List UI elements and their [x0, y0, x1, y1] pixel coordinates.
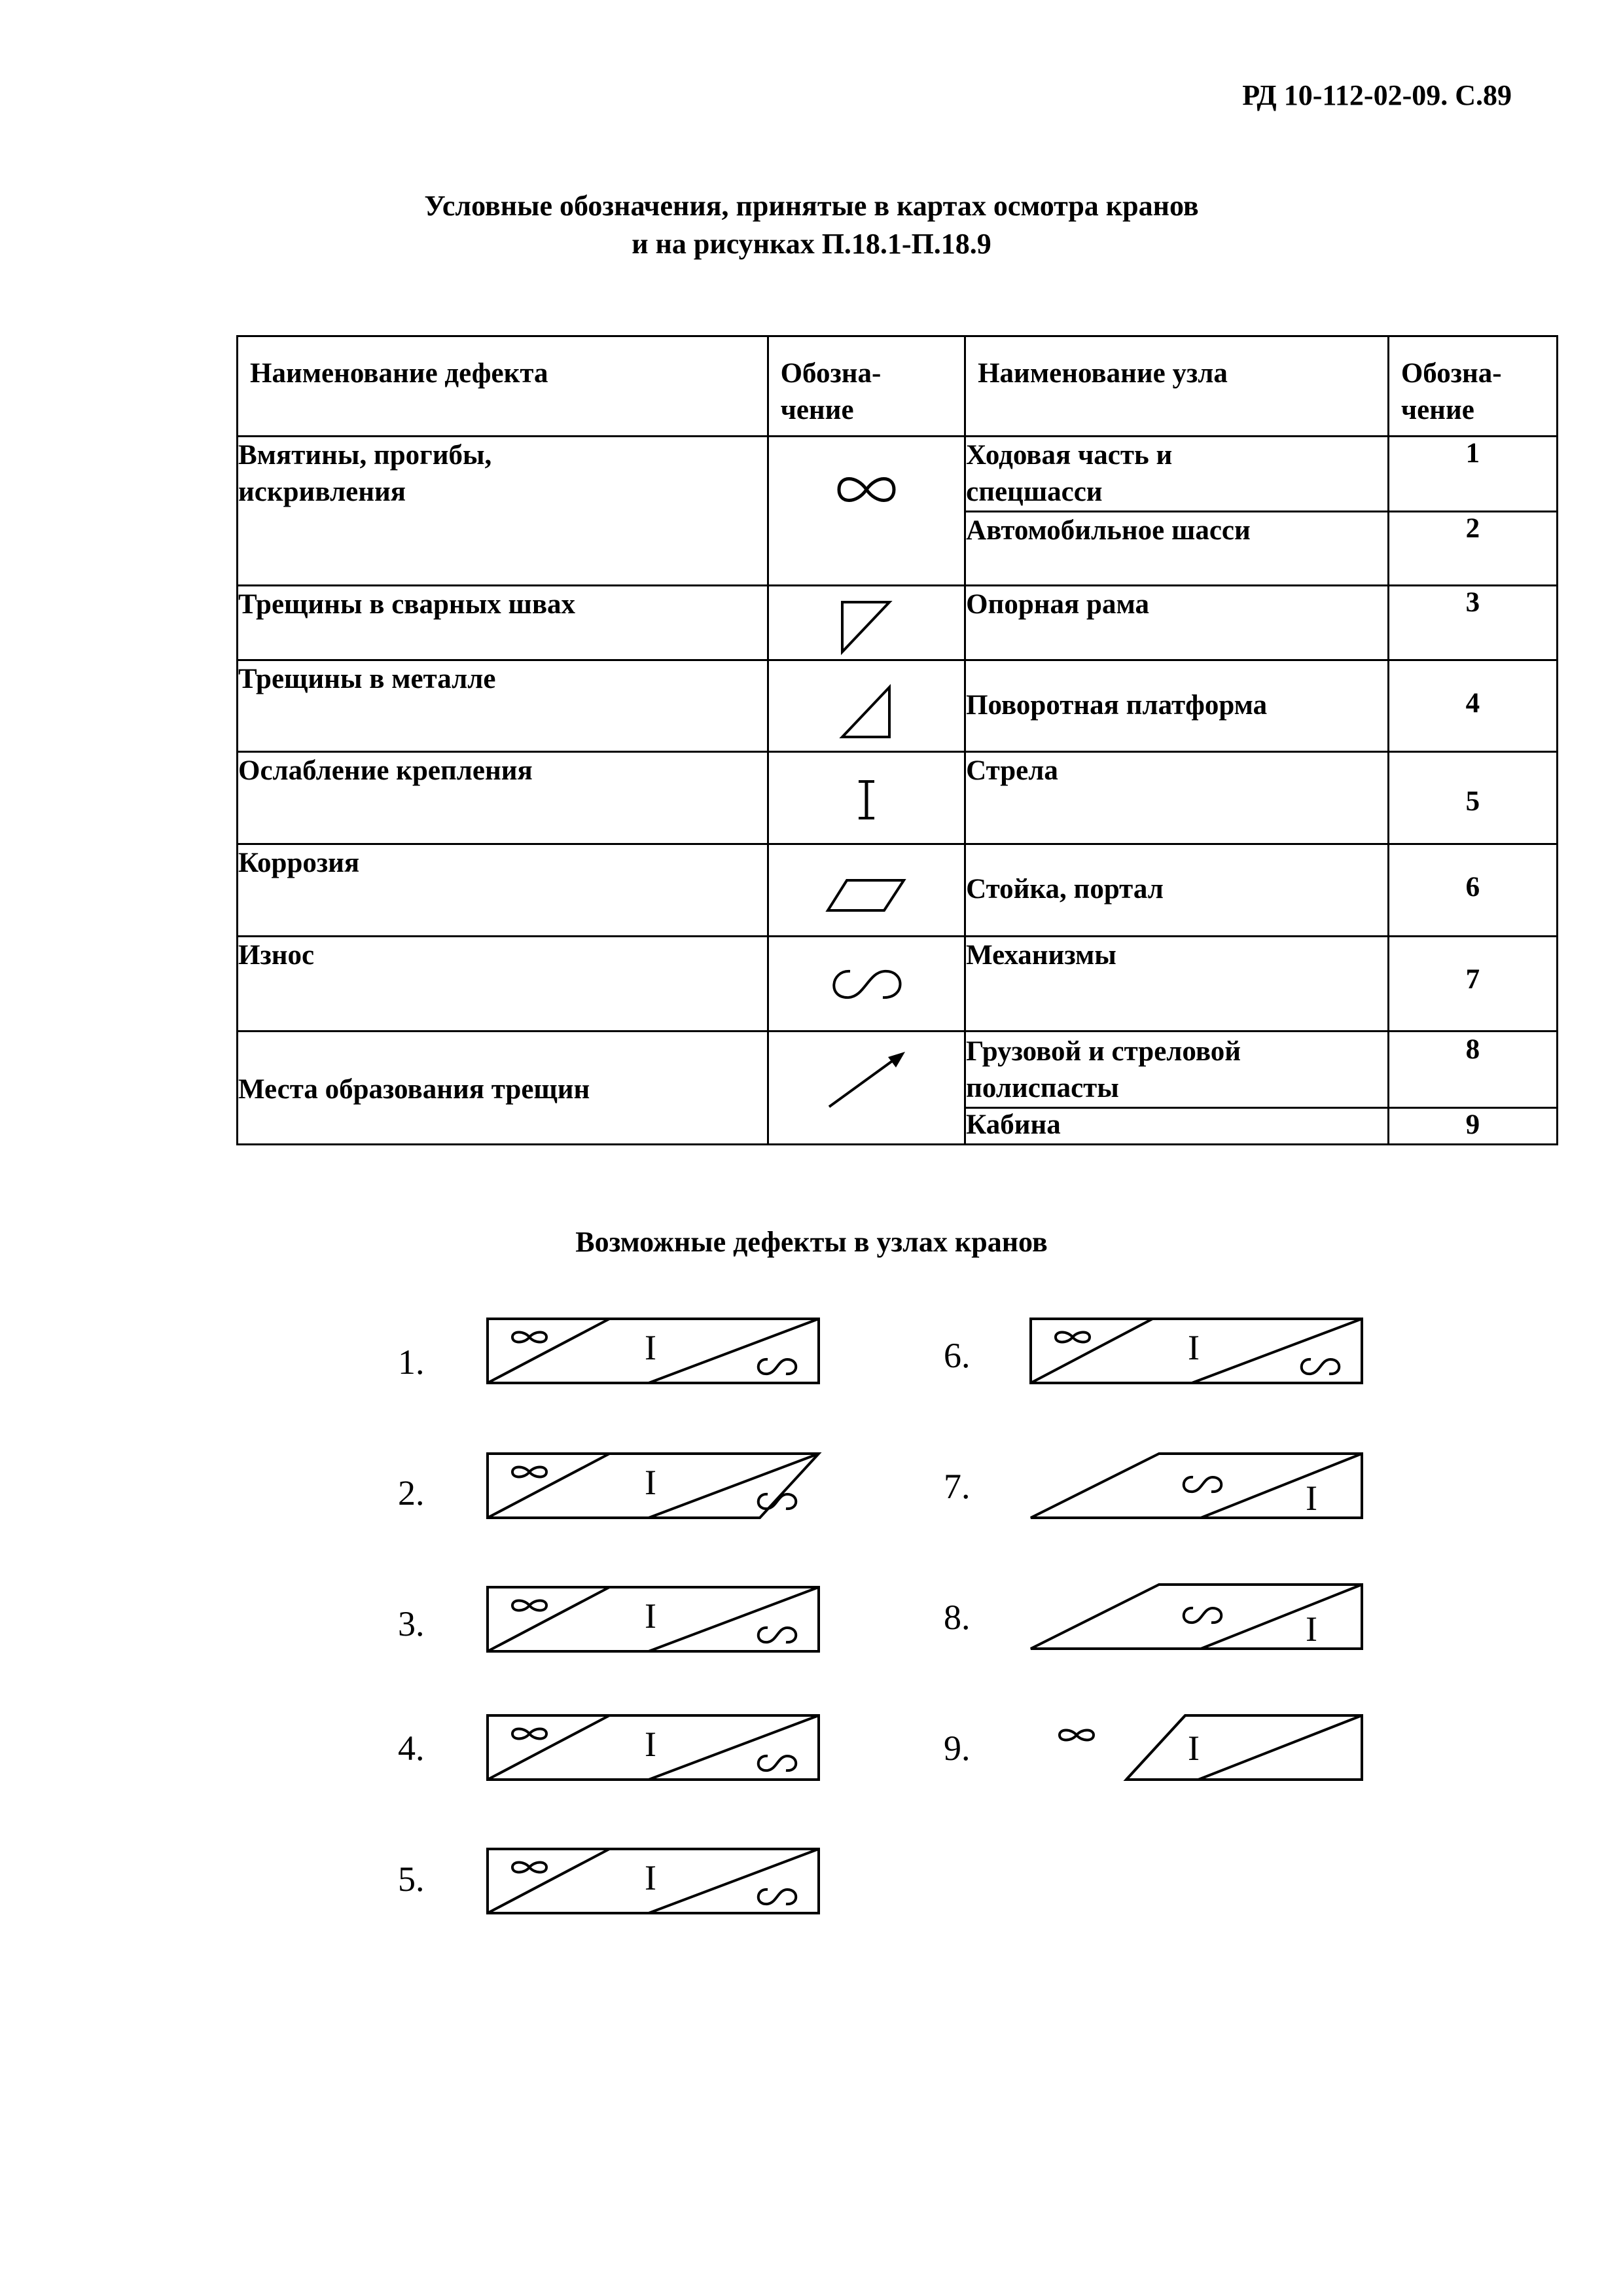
diagram-4	[484, 1712, 822, 1783]
diagram-label-5: 5.	[398, 1859, 425, 1899]
wave-icon	[758, 1756, 796, 1770]
wave-icon	[1184, 1477, 1222, 1492]
roman-one-icon: I	[645, 1596, 656, 1636]
diagram-divider	[488, 1454, 609, 1518]
table-row	[238, 660, 1558, 752]
node-code: 7	[1388, 937, 1557, 1031]
wave-icon	[758, 1359, 796, 1374]
arrow-symbol-cell	[768, 1031, 965, 1145]
header-defect-name: Наименование дефекта	[238, 336, 768, 437]
diagram-divider	[1201, 1585, 1362, 1649]
page-header: РД 10-112-02-09. С.89	[1242, 79, 1512, 111]
roman-one-icon	[853, 778, 880, 823]
infinity-icon	[1060, 1731, 1094, 1740]
roman-one-icon: I	[645, 1463, 656, 1502]
roman-one-icon: I	[645, 1328, 656, 1367]
table-row	[238, 752, 1558, 844]
legend-table	[236, 335, 1558, 1145]
wave-icon	[1302, 1359, 1340, 1374]
table-row	[238, 844, 1558, 937]
title-line-1: Условные обозначения, принятые в картах осмотра кранов	[424, 190, 1199, 222]
weld-crack-symbol-cell	[768, 586, 965, 660]
diagram-5	[484, 1846, 822, 1916]
defect-name: Ослабление крепления	[238, 752, 768, 844]
header-defect-code: Обозна- чение	[768, 336, 965, 437]
infinity-icon	[1056, 1333, 1090, 1342]
diagram-3	[484, 1584, 822, 1655]
infinity-icon	[512, 1863, 546, 1873]
infinity-icon	[827, 463, 906, 516]
diagram-divider	[1201, 1454, 1362, 1518]
wear-symbol-cell	[768, 937, 965, 1031]
wave-icon	[758, 1628, 796, 1642]
node-name: Поворотная платформа	[965, 660, 1389, 752]
defect-name: Износ	[238, 937, 768, 1031]
node-name: Грузовой и стреловой полиспасты	[965, 1031, 1389, 1108]
wave-icon	[758, 1494, 796, 1509]
legend-header-row	[238, 336, 1558, 437]
diagram-divider	[488, 1319, 609, 1383]
defect-name: Трещины в металле	[238, 660, 768, 752]
table-row	[238, 586, 1558, 660]
diagram-outline	[1126, 1715, 1362, 1780]
diagram-label-3: 3.	[398, 1604, 425, 1643]
section-subtitle: Возможные дефекты в узлах кранов	[575, 1226, 1048, 1258]
wave-icon	[824, 965, 909, 1004]
roman-one-symbol-cell	[768, 752, 965, 844]
defect-name: Коррозия	[238, 844, 768, 937]
diagram-divider	[488, 1715, 609, 1780]
diagram-6	[1027, 1316, 1365, 1386]
diagram-label-6: 6.	[944, 1336, 971, 1375]
node-code: 3	[1388, 586, 1557, 660]
infinity-symbol-cell	[768, 437, 965, 586]
corrosion-symbol-cell	[768, 844, 965, 937]
node-code: 4	[1388, 660, 1557, 752]
weld-crack-icon	[837, 597, 896, 656]
node-name: Опорная рама	[965, 586, 1389, 660]
table-row	[238, 437, 1558, 512]
node-code: 1	[1388, 437, 1557, 512]
wave-icon	[758, 1890, 796, 1904]
header-node-name: Наименование узла	[965, 336, 1389, 437]
node-name: Кабина	[965, 1108, 1389, 1145]
roman-one-icon: I	[645, 1858, 656, 1897]
node-name: Автомобильное шасси	[965, 512, 1389, 586]
diagram-label-4: 4.	[398, 1729, 425, 1768]
diagram-label-9: 9.	[944, 1729, 971, 1768]
diagram-divider	[1198, 1715, 1362, 1780]
title-line-2: и на рисунках П.18.1-П.18.9	[632, 228, 991, 260]
diagram-divider	[1031, 1319, 1152, 1383]
node-name: Стрела	[965, 752, 1389, 844]
defect-name: Места образования трещин	[238, 1031, 768, 1145]
page-title	[0, 187, 1623, 263]
table-row	[238, 937, 1558, 1031]
node-code: 8	[1388, 1031, 1557, 1108]
arrow-icon	[824, 1048, 909, 1113]
infinity-icon	[512, 1467, 546, 1477]
diagram-9	[1027, 1712, 1365, 1783]
diagram-divider	[488, 1587, 609, 1651]
header-node-code: Обозна- чение	[1388, 336, 1557, 437]
node-name: Механизмы	[965, 937, 1389, 1031]
diagram-divider	[1126, 1715, 1185, 1780]
roman-one-icon: I	[1188, 1729, 1200, 1768]
infinity-icon	[512, 1601, 546, 1611]
roman-one-icon: I	[1188, 1328, 1200, 1367]
diagram-label-1: 1.	[398, 1342, 425, 1382]
infinity-icon	[512, 1333, 546, 1342]
defect-name: Вмятины, прогибы, искривления	[238, 437, 768, 586]
node-name: Ходовая часть и спецшасси	[965, 437, 1389, 512]
diagram-label-2: 2.	[398, 1473, 425, 1513]
node-code: 6	[1388, 844, 1557, 937]
defect-name: Трещины в сварных швах	[238, 586, 768, 660]
node-code: 2	[1388, 512, 1557, 586]
diagram-7	[1027, 1450, 1365, 1521]
roman-one-icon: I	[645, 1725, 656, 1764]
roman-one-icon: I	[1306, 1609, 1317, 1649]
table-row	[238, 1031, 1558, 1108]
parallelogram-icon	[824, 876, 909, 916]
infinity-icon	[512, 1729, 546, 1739]
diagram-label-7: 7.	[944, 1467, 971, 1506]
node-name: Стойка, портал	[965, 844, 1389, 937]
diagram-label-8: 8.	[944, 1598, 971, 1637]
diagram-8	[1027, 1581, 1365, 1652]
wave-icon	[1184, 1608, 1222, 1623]
metal-crack-symbol-cell	[768, 660, 965, 752]
diagram-divider	[488, 1849, 609, 1913]
node-code: 9	[1388, 1108, 1557, 1145]
roman-one-icon: I	[1306, 1479, 1317, 1518]
node-code: 5	[1388, 752, 1557, 844]
diagram-1	[484, 1316, 822, 1386]
metal-crack-icon	[837, 682, 896, 741]
diagram-2	[484, 1450, 822, 1521]
